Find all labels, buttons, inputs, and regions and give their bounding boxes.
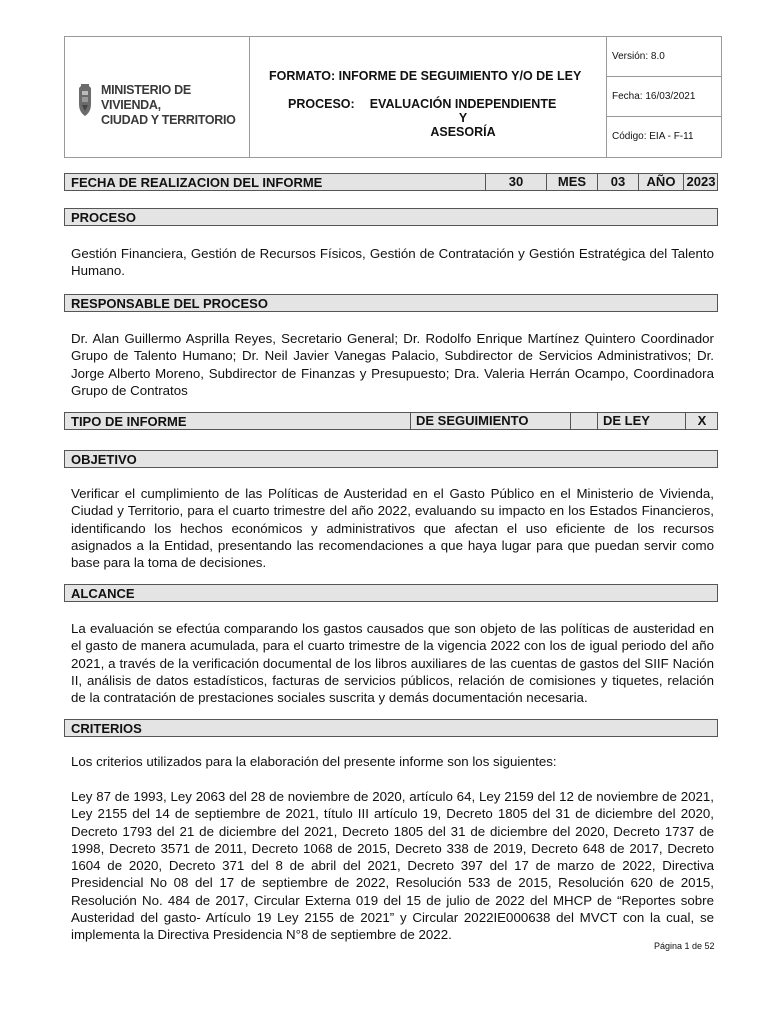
criterios-intro: Los criterios utilizados para la elaboración del presente informe son los siguientes: — [71, 754, 557, 769]
report-day: 30 — [485, 174, 546, 190]
objetivo-text: Verificar el cumplimiento de las Políticas de Austeridad en el Gasto Público en el Ministerio de Vivienda, Ciudad y Territorio, para el cuarto trimestre del año 2022, evaluando su impacto en los Estados Financieros, identificando los hechos económicos y administrativos que afectan el uso eficiente de los recursos asignados a la Entidad, presentando las recomendaciones a que haya lugar para que puedan servir como base para la toma de decisiones. — [71, 486, 714, 571]
section-header-objetivo — [64, 450, 718, 468]
document-header — [64, 36, 722, 158]
section-header-criterios — [64, 719, 718, 737]
section-header-alcance — [64, 584, 718, 602]
process-value-line-1: EVALUACIÓN INDEPENDIENTE Y — [369, 97, 557, 125]
section-header-proceso — [64, 208, 718, 226]
process-value-line-2: ASESORÍA — [430, 125, 496, 139]
section-title-responsable: RESPONSABLE DEL PROCESO — [71, 296, 268, 311]
page-number: Página 1 de 52 — [654, 941, 715, 951]
report-year-label: AÑO — [638, 174, 683, 190]
report-type-label: TIPO DE INFORME — [71, 414, 187, 429]
section-title-proceso: PROCESO — [71, 210, 137, 225]
format-title: FORMATO: INFORME DE SEGUIMIENTO Y/O DE LEY — [269, 69, 582, 83]
header-title-cell — [250, 37, 607, 157]
process-value — [368, 97, 558, 139]
ministry-logo-text — [101, 83, 249, 128]
report-month: 03 — [597, 174, 638, 190]
responsable-text: Dr. Alan Guillermo Asprilla Reyes, Secretario General; Dr. Rodolfo Enrique Martínez Quintero Coordinador Grupo de Talento Humano; Dr. Neil Javier Vanegas Palacio, Subdirector de Servicios Administrativos; Dr. Jorge Alberto Moreno, Subdirector de Finanzas y Presupuesto; Dra. Valeria Herrán Ocampo, Coordinadora Grupo de Contratos — [71, 331, 714, 398]
section-title-objetivo: OBJETIVO — [71, 452, 137, 467]
header-meta-cell — [607, 37, 721, 157]
follow-up-checkbox — [570, 413, 597, 429]
alcance-text: La evaluación se efectúa comparando los gastos causados que son objeto de las políticas de austeridad en el gasto de manera acumulada, para el cuarto trimestre de la vigencia 2022 con los de igual periodo del año 2021, a través de la verificación documental de los libros auxiliares de las cuentas de gastos del SIIF Nación II, análisis de datos estadísticos, facturas de servicios públicos, relación de comisiones y tiquetes, relación de la contratación de prestaciones sociales suscrita y demás documentación necesaria. — [71, 621, 714, 706]
by-law-label: DE LEY — [597, 413, 689, 429]
report-date-row — [64, 173, 718, 191]
date-field: Fecha: 16/03/2021 — [607, 77, 721, 117]
section-header-responsable — [64, 294, 718, 312]
report-type-row — [64, 412, 718, 430]
ministry-line-2: CIUDAD Y TERRITORIO — [101, 113, 236, 127]
section-title-criterios: CRITERIOS — [71, 721, 142, 736]
version-field: Versión: 8.0 — [607, 37, 721, 77]
ministry-line-1: MINISTERIO DE VIVIENDA, — [101, 83, 191, 112]
process-label: PROCESO: — [288, 97, 355, 111]
criterios-text: Ley 87 de 1993, Ley 2063 del 28 de noviembre de 2020, artículo 64, Ley 2159 del 12 de noviembre de 2021, Ley 2155 del 14 de septiembre de 2021, título III artículo 19, Decreto 1805 del 31 de diciembre del 2020, Decreto 1793 del 21 de diciembre del 2021, Decreto 1805 del 31 de diciembre del 2020, Decreto 1737 de 1998, Decreto 3571 de 2011, Decreto 1068 de 2015, Decreto 338 de 2019, Decreto 648 de 2017, Decreto 1604 de 2020, Decreto 371 del 8 de abril del 2021, Decreto 397 del 17 de marzo de 2022, Directiva Presidencial No 08 del 17 de septiembre de 2022, Resolución 533 de 2015, Resolución 620 de 2015, Resolución No. 484 de 2017, Circular Externa 019 del 15 de julio de 2022 del MHCP de “Reportes sobre Austeridad del gasto- Artículo 19 Ley 2155 de 2021” y Circular 2022IE000638 del MVCT con la cual, se implementa la Directiva Presidencia N°8 de septiembre de 2022. — [71, 789, 714, 943]
follow-up-label: DE SEGUIMIENTO — [410, 413, 576, 429]
report-year: 2023 — [683, 174, 718, 190]
report-month-label: MES — [546, 174, 597, 190]
report-date-label: FECHA DE REALIZACION DEL INFORME — [71, 175, 323, 190]
code-field: Código: EIA - F-11 — [612, 131, 694, 142]
by-law-checkbox: X — [685, 413, 718, 429]
coat-of-arms-icon — [78, 82, 92, 118]
proceso-text: Gestión Financiera, Gestión de Recursos Físicos, Gestión de Contratación y Gestión Estratégica del Talento Humano. — [71, 246, 714, 279]
logo-cell — [65, 37, 250, 157]
section-title-alcance: ALCANCE — [71, 586, 135, 601]
